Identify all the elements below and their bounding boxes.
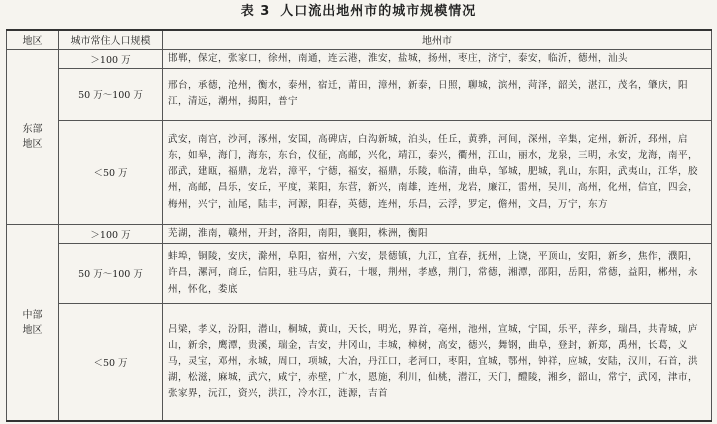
scale-cell: 50 万～100 万 xyxy=(59,68,163,120)
scale-cell: ＞100 万 xyxy=(59,224,163,243)
region-central: 中部地区 xyxy=(7,224,59,421)
table-title xyxy=(0,0,717,26)
cities-cell: 吕梁，孝义，汾阳，潜山，桐城，黄山，天长，明光，界首，亳州，池州，宣城，宁国，乐平，萍乡，瑞昌，共青城，庐山，新余，鹰潭，贵溪，瑞金，吉安，井冈山，丰城，樟树，高安，德兴，舞钢，曲阜，登封，新郑，禹州，长葛，义马，灵宝，邓州，永城，周口，项城，大冶，丹江口，老河口，枣阳，宜城，鄂州，钟祥，应城，安陆，汉川，石首，洪湖，松滋，麻城，武穴，咸宁，赤壁，广水，恩施，利川，仙桃，潜江，天门，醴陵，湘乡，韶山，常宁，武冈，津市，张家界，沅江，资兴，洪江，冷水江，涟源，吉首 xyxy=(163,303,712,421)
cities-cell: 武安，南宫，沙河，涿州，安国，高碑店，白沟新城，泊头，任丘，黄骅，河间，深州，辛集，定州，新沂，邳州，启东，如皋，海门，海东，东台，仪征，高邮，兴化，靖江，泰兴，衢州，江山，丽水，龙泉，三明，永安，龙海，南平，邵武，建瓯，福鼎，龙岩，漳平，宁德，福安，福鼎，乐陵，临清，曲阜，邹城，肥城，乳山，东阳，武夷山，江华，胶州，高邮，昌乐，安丘，平度，莱阳，东营，新兴，南雄，连州，龙岩，廉江，雷州，吴川，高州，化州，信宜，四会，梅州，兴宁，汕尾，陆丰，河源，阳春，英德，连州，乐昌，云浮，罗定，儋州，文昌，万宁，东方 xyxy=(163,120,712,224)
table-row xyxy=(7,303,712,421)
table-caption: 人口流出地州市的城市规模情况 xyxy=(280,4,477,19)
cities-cell: 芜湖，淮南，赣州，开封，洛阳，南阳，襄阳，株洲，衡阳 xyxy=(163,224,712,243)
cities-cell: 蚌埠，铜陵，安庆，滁州，阜阳，宿州，六安，景德镇，九江，宜春，抚州，上饶，平顶山，安阳，新乡，焦作，濮阳，许昌，漯河，商丘，信阳，驻马店，黄石，十堰，荆州，孝感，荆门，常德，湘潭，邵阳，岳阳，常德，益阳，郴州，永州，怀化，娄底 xyxy=(163,243,712,303)
region-east: 东部地区 xyxy=(7,49,59,224)
table-row xyxy=(7,49,712,68)
scale-cell: ＜50 万 xyxy=(59,303,163,421)
table-row xyxy=(7,120,712,224)
scale-cell: 50 万～100 万 xyxy=(59,243,163,303)
table-row xyxy=(7,224,712,243)
table-number: 表 3 xyxy=(240,4,271,19)
city-scale-table xyxy=(6,29,712,422)
scale-cell: ＞100 万 xyxy=(59,49,163,68)
header-row xyxy=(7,30,712,49)
scale-cell: ＜50 万 xyxy=(59,120,163,224)
header-scale: 城市常住人口规模 xyxy=(59,30,163,49)
header-region: 地区 xyxy=(7,30,59,49)
cities-cell: 邢台，承德，沧州，衡水，泰州，宿迁，莆田，漳州，新泰，日照，聊城，滨州，菏泽，韶关，湛江，茂名，肇庆，阳江，清远，潮州，揭阳，普宁 xyxy=(163,68,712,120)
cities-cell: 邯郸，保定，张家口，徐州，南通，连云港，淮安，盐城，扬州，枣庄，济宁，泰安，临沂，德州，汕头 xyxy=(163,49,712,68)
table-row xyxy=(7,243,712,303)
header-cities: 地州市 xyxy=(163,30,712,49)
table-row xyxy=(7,68,712,120)
